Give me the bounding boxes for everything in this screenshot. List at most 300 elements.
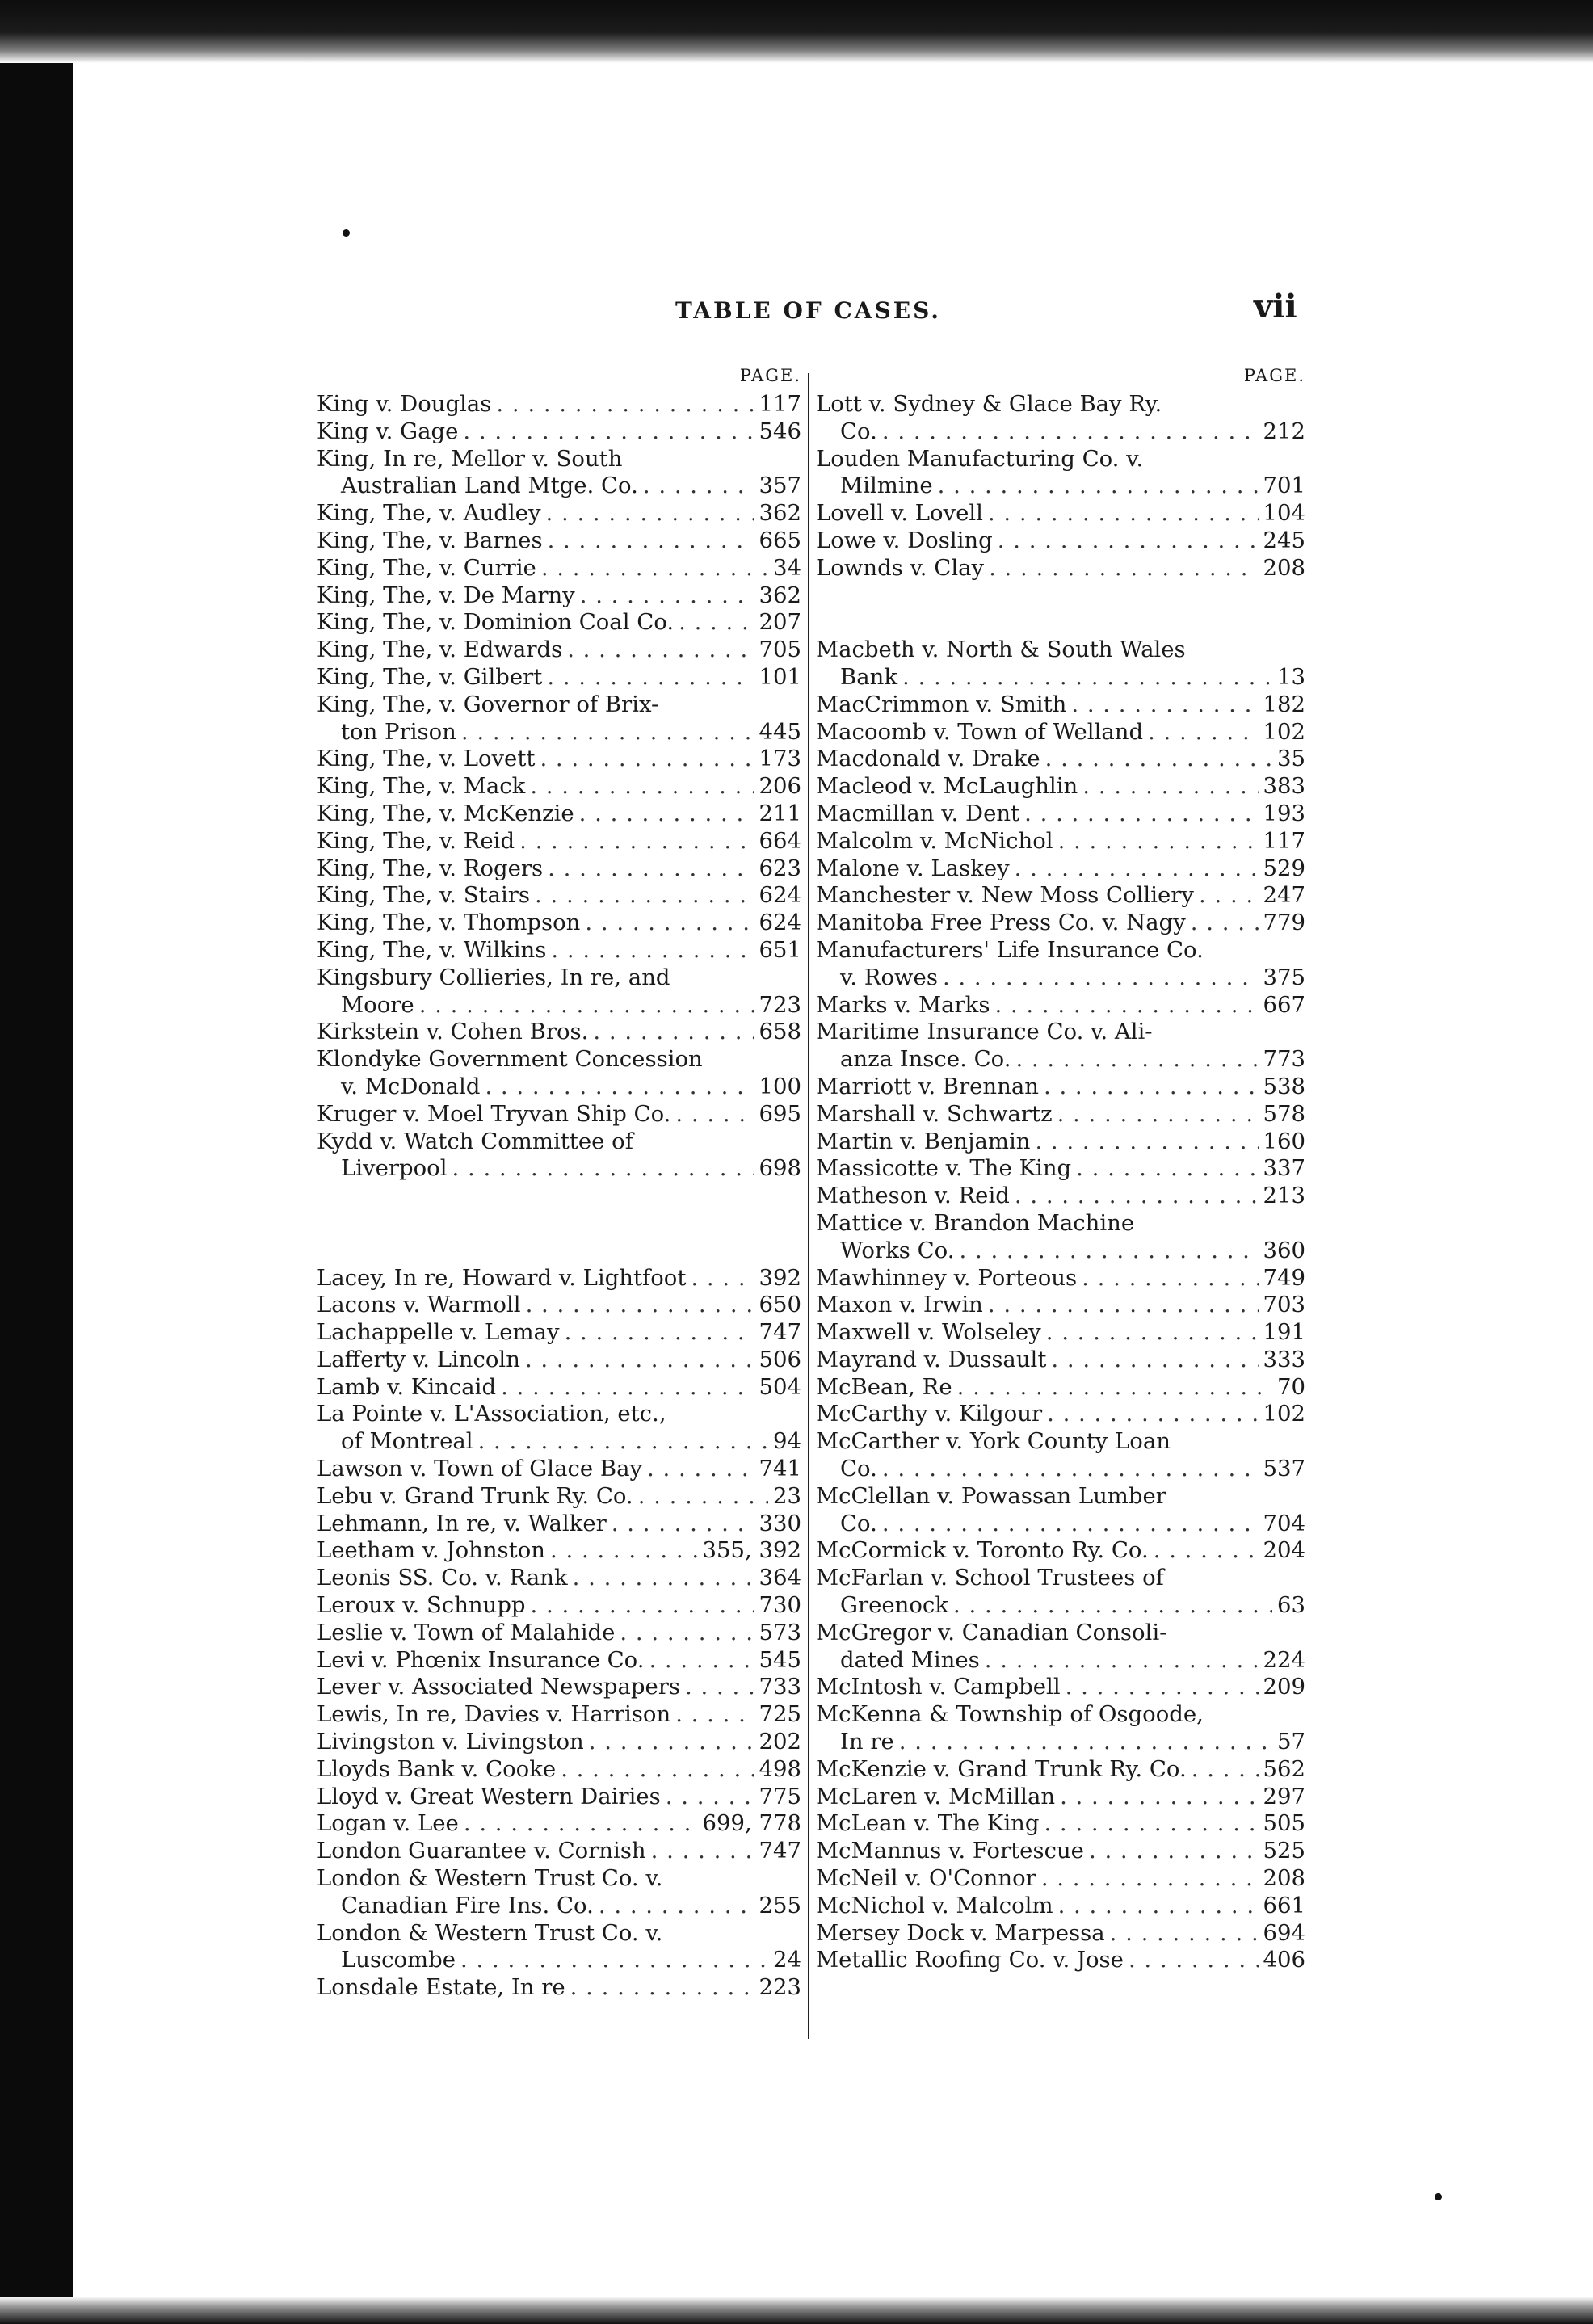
case-name: Malcolm v. McNichol <box>816 827 1053 854</box>
scan-border-left <box>0 0 73 2324</box>
case-name: Manitoba Free Press Co. v. Nagy <box>816 910 1186 936</box>
case-entry <box>317 1701 801 1729</box>
case-name: Manufacturers' Life Insurance Co. <box>816 936 1204 963</box>
case-page-number: 357 <box>759 473 801 499</box>
dot-leader <box>1045 746 1272 773</box>
dot-leader <box>501 1374 754 1402</box>
case-name: Kingsbury Collieries, In re, and <box>317 964 670 990</box>
case-entry <box>317 1265 801 1292</box>
case-entry <box>317 1620 801 1647</box>
dot-leader <box>1024 801 1258 828</box>
case-page-number: 117 <box>759 391 801 417</box>
case-page-number: 651 <box>759 936 801 963</box>
case-page-number: 13 <box>1277 663 1305 690</box>
dot-leader <box>573 1565 754 1592</box>
case-entry <box>816 937 1305 992</box>
case-entry <box>317 1592 801 1620</box>
case-page-number: 650 <box>759 1292 801 1318</box>
case-name: McFarlan v. School Trustees of <box>816 1565 1164 1591</box>
case-page-number: 705 <box>759 637 801 663</box>
case-page-number: 704 <box>1263 1510 1305 1536</box>
case-name: Co. <box>840 1510 877 1536</box>
case-page-number: 667 <box>1263 991 1305 1018</box>
case-name: King, The, v. Thompson <box>317 910 581 936</box>
case-page-number: 773 <box>1263 1046 1305 1073</box>
case-name: King, The, v. Barnes <box>317 527 543 553</box>
case-entry <box>816 882 1305 910</box>
case-page-number: 506 <box>759 1346 801 1372</box>
running-title: TABLE OF CASES. <box>675 297 942 324</box>
case-entry <box>816 691 1305 719</box>
case-name: Maxwell v. Wolseley <box>816 1319 1041 1346</box>
dot-leader <box>899 1729 1272 1756</box>
case-page-number: 104 <box>1263 500 1305 527</box>
dot-leader <box>485 1074 754 1101</box>
case-entry <box>816 1565 1305 1620</box>
case-page-number: 623 <box>759 855 801 881</box>
case-name: Leroux v. Schnupp <box>317 1592 526 1619</box>
case-name: Macbeth v. North & South Wales <box>816 637 1186 663</box>
case-name: Maxon v. Irwin <box>816 1292 983 1318</box>
dot-leader <box>545 500 754 527</box>
case-entry <box>816 1428 1305 1483</box>
right-column <box>816 360 1305 1974</box>
case-entry <box>816 855 1305 883</box>
case-name: Lott v. Sydney & Glace Bay Ry. <box>816 391 1162 417</box>
case-entry <box>816 1838 1305 1865</box>
case-name: Lonsdale Estate, In re <box>317 1974 565 2001</box>
case-entry <box>317 1865 801 1920</box>
case-entry <box>317 418 801 446</box>
case-name: King, The, v. Reid <box>317 827 515 854</box>
case-name: McNichol v. Malcolm <box>816 1892 1053 1918</box>
case-entry <box>816 1784 1305 1811</box>
dot-leader <box>550 1537 698 1565</box>
dot-leader <box>551 937 754 964</box>
case-page-number: 505 <box>1263 1810 1305 1837</box>
case-page-number: 698 <box>759 1155 801 1182</box>
case-entry <box>317 746 801 773</box>
dot-leader <box>585 910 754 937</box>
dot-leader <box>460 1947 768 1974</box>
case-entry <box>317 1565 801 1592</box>
case-entry <box>816 1128 1305 1156</box>
case-page-number: 206 <box>759 773 801 800</box>
case-entry <box>816 1537 1305 1565</box>
dot-leader <box>649 1647 754 1675</box>
case-page-number: 661 <box>1263 1892 1305 1918</box>
dot-leader <box>691 1265 754 1292</box>
entry-list <box>317 391 801 2002</box>
case-page-number: 562 <box>1263 1755 1305 1782</box>
case-page-number: 545 <box>759 1646 801 1673</box>
case-name: Luscombe <box>341 1947 456 1973</box>
dot-leader <box>1057 1101 1259 1128</box>
dot-leader <box>519 828 754 855</box>
case-page-number: 779 <box>1263 910 1305 936</box>
dot-leader <box>882 1456 1259 1483</box>
case-entry <box>317 1401 801 1456</box>
case-entry <box>816 1756 1305 1784</box>
page-label: PAGE. <box>739 366 801 385</box>
dot-leader <box>959 1238 1258 1265</box>
case-name: McMannus v. Fortescue <box>816 1838 1084 1864</box>
dot-leader <box>579 801 754 828</box>
dot-leader <box>464 1810 698 1838</box>
case-name: McKenzie v. Grand Trunk Ry. Co. <box>816 1755 1187 1782</box>
case-page-number: 537 <box>1263 1456 1305 1482</box>
dot-leader <box>1046 1319 1259 1347</box>
case-entry <box>816 1101 1305 1128</box>
case-name: Lewis, In re, Davies v. Harrison <box>317 1701 671 1728</box>
case-name: King, The, v. De Marny <box>317 582 575 608</box>
case-entry <box>317 882 801 910</box>
case-entry <box>317 1920 801 1975</box>
case-name: McCarthy v. Kilgour <box>816 1401 1043 1427</box>
case-entry <box>816 1019 1305 1074</box>
case-name: Kydd v. Watch Committee of <box>317 1128 633 1154</box>
case-page-number: 224 <box>1263 1646 1305 1673</box>
dot-leader <box>525 1347 754 1374</box>
case-name: Lehmann, In re, v. Walker <box>317 1510 607 1536</box>
case-name: Marshall v. Schwartz <box>816 1100 1053 1127</box>
case-page-number: 23 <box>773 1482 801 1509</box>
case-name: Co. <box>840 1456 877 1482</box>
case-entry <box>317 855 801 883</box>
dot-leader <box>647 1456 754 1483</box>
case-page-number: 355, 392 <box>702 1537 801 1564</box>
dot-leader <box>938 473 1259 500</box>
case-name: Greenock <box>840 1592 948 1619</box>
case-page-number: 330 <box>759 1510 801 1536</box>
case-entry <box>816 1292 1305 1319</box>
dot-leader <box>535 882 754 910</box>
case-name: Lowe v. Dosling <box>816 527 993 553</box>
case-page-number: 24 <box>773 1947 801 1973</box>
dot-leader <box>593 1019 754 1046</box>
case-page-number: 70 <box>1277 1373 1305 1400</box>
column-divider <box>808 373 809 2039</box>
case-entry <box>816 1347 1305 1374</box>
case-entry <box>816 773 1305 801</box>
case-page-number: 333 <box>1263 1346 1305 1372</box>
case-name: In re <box>840 1729 894 1755</box>
case-entry <box>317 773 801 801</box>
case-entry <box>317 637 801 664</box>
case-name: Lovell v. Lovell <box>816 500 983 527</box>
case-name: King, In re, Mellor v. South <box>317 445 623 472</box>
dot-leader <box>679 609 754 637</box>
dot-leader <box>540 746 754 773</box>
case-page-number: 34 <box>773 554 801 581</box>
case-entry <box>816 992 1305 1019</box>
case-name: Mawhinney v. Porteous <box>816 1264 1078 1291</box>
dot-leader <box>994 992 1258 1019</box>
case-page-number: 94 <box>773 1428 801 1455</box>
case-page-number: 749 <box>1263 1264 1305 1291</box>
case-name: McIntosh v. Campbell <box>816 1674 1061 1700</box>
dot-leader <box>882 418 1259 446</box>
case-entry <box>317 691 801 746</box>
case-name: Macleod v. McLaughlin <box>816 773 1078 800</box>
case-name: Lacey, In re, Howard v. Lightfoot <box>317 1264 687 1291</box>
dot-leader <box>1044 1810 1258 1838</box>
case-page-number: 624 <box>759 910 801 936</box>
case-name: Kirkstein v. Cohen Bros. <box>317 1019 589 1045</box>
case-name: Manchester v. New Moss Colliery <box>816 882 1194 909</box>
case-page-number: 392 <box>759 1264 801 1291</box>
case-name: McLaren v. McMillan <box>816 1783 1056 1809</box>
case-page-number: 160 <box>1263 1128 1305 1154</box>
case-entry <box>816 1920 1305 1948</box>
dot-leader <box>675 1701 754 1729</box>
case-page-number: 245 <box>1263 527 1305 553</box>
case-name: Levi v. Phœnix Insurance Co. <box>317 1646 645 1673</box>
case-name: Canadian Fire Ins. Co. <box>341 1892 594 1918</box>
case-entry <box>317 1101 801 1128</box>
case-entry <box>317 1319 801 1347</box>
case-page-number: 364 <box>759 1565 801 1591</box>
case-page-number: 207 <box>759 609 801 636</box>
case-name: MacCrimmon v. Smith <box>816 691 1067 717</box>
dot-leader <box>548 855 754 883</box>
dot-leader <box>548 527 754 555</box>
case-name: Matheson v. Reid <box>816 1183 1010 1209</box>
case-page-number: 63 <box>1277 1592 1305 1619</box>
case-entry <box>816 1374 1305 1402</box>
dot-leader <box>1060 1784 1258 1811</box>
case-entry <box>317 910 801 937</box>
dot-leader <box>643 473 754 500</box>
case-name: King, The, v. Audley <box>317 500 541 527</box>
case-entry <box>816 828 1305 855</box>
case-entry <box>816 1265 1305 1292</box>
dot-leader <box>943 964 1259 992</box>
case-entry <box>816 500 1305 527</box>
case-page-number: 624 <box>759 882 801 909</box>
dot-leader <box>530 773 754 801</box>
case-name: King, The, v. Lovett <box>317 746 536 772</box>
case-name: King, The, v. Currie <box>317 554 536 581</box>
case-page-number: 208 <box>1263 554 1305 581</box>
case-name: Marks v. Marks <box>816 991 990 1018</box>
dot-leader <box>1191 910 1259 937</box>
case-page-number: 182 <box>1263 691 1305 717</box>
left-column <box>317 360 801 2002</box>
case-entry <box>816 719 1305 746</box>
case-entry <box>816 801 1305 828</box>
case-name: Lamb v. Kincaid <box>317 1373 497 1400</box>
dot-leader <box>1129 1947 1259 1974</box>
case-entry <box>317 582 801 610</box>
dot-leader <box>1058 828 1259 855</box>
case-page-number: 498 <box>759 1755 801 1782</box>
dot-leader <box>1058 1893 1259 1920</box>
case-entry <box>317 1483 801 1511</box>
case-entry <box>816 1401 1305 1428</box>
case-name: Australian Land Mtge. Co. <box>341 473 638 499</box>
case-name: Works Co. <box>840 1237 955 1263</box>
dot-leader <box>1082 773 1258 801</box>
case-name: Livingston v. Livingston <box>317 1729 584 1755</box>
case-name: Lownds v. Clay <box>816 554 985 581</box>
case-name: McBean, Re <box>816 1373 952 1400</box>
case-name: London & Western Trust Co. v. <box>317 1919 663 1946</box>
case-entry <box>317 500 801 527</box>
dot-leader <box>1041 1865 1259 1893</box>
case-name: anza Insce. Co. <box>840 1046 1011 1073</box>
case-name: dated Mines <box>840 1646 980 1673</box>
case-page-number: 747 <box>759 1838 801 1864</box>
case-page-number: 578 <box>1263 1100 1305 1127</box>
page-label: PAGE. <box>1243 366 1305 385</box>
dot-leader <box>589 1729 754 1756</box>
dot-leader <box>1154 1537 1259 1565</box>
dot-leader <box>1148 719 1258 746</box>
case-page-number: 102 <box>1263 718 1305 745</box>
scan-border-top <box>0 0 1593 63</box>
case-name: Bank <box>840 663 897 690</box>
section-gap <box>816 582 1305 637</box>
case-name: King v. Douglas <box>317 391 492 417</box>
dot-leader <box>612 1511 754 1538</box>
case-entry <box>816 1893 1305 1920</box>
dot-leader <box>638 1483 768 1511</box>
case-name: Kruger v. Moel Tryvan Ship Co. <box>317 1100 671 1127</box>
dot-leader <box>902 664 1272 691</box>
case-name: Logan v. Lee <box>317 1810 459 1837</box>
case-entry <box>816 1483 1305 1538</box>
case-page-number: 208 <box>1263 1865 1305 1892</box>
case-name: McKenna & Township of Osgoode, <box>816 1701 1204 1728</box>
case-page-number: 101 <box>759 663 801 690</box>
dot-leader <box>1199 882 1259 910</box>
dot-leader <box>561 1756 754 1784</box>
case-entry <box>317 1729 801 1756</box>
case-entry <box>317 964 801 1019</box>
case-page-number: 730 <box>759 1592 801 1619</box>
case-name: King, The, v. Wilkins <box>317 936 547 963</box>
case-name: Lawson v. Town of Glace Bay <box>317 1456 643 1482</box>
dot-leader <box>599 1893 754 1920</box>
dot-leader <box>957 1374 1272 1402</box>
case-entry <box>317 1756 801 1784</box>
dot-leader <box>1051 1347 1258 1374</box>
case-page-number: 504 <box>759 1373 801 1400</box>
case-page-number: 255 <box>759 1892 801 1918</box>
case-entry <box>317 446 801 501</box>
case-name: Lacons v. Warmoll <box>317 1292 521 1318</box>
case-name: McNeil v. O'Connor <box>816 1865 1036 1892</box>
case-page-number: 703 <box>1263 1292 1305 1318</box>
case-name: King, The, v. Gilbert <box>317 663 543 690</box>
case-name: Co. <box>840 418 877 444</box>
case-name: King, The, v. Rogers <box>317 855 544 881</box>
case-name: McClellan v. Powassan Lumber <box>816 1482 1166 1509</box>
case-page-number: 406 <box>1263 1947 1305 1973</box>
case-page-number: 247 <box>1263 882 1305 909</box>
case-name: McCormick v. Toronto Ry. Co. <box>816 1537 1149 1564</box>
case-page-number: 733 <box>759 1674 801 1700</box>
case-entry <box>317 1537 801 1565</box>
case-page-number: 775 <box>759 1783 801 1809</box>
case-name: Milmine <box>840 473 933 499</box>
case-page-number: 701 <box>1263 473 1305 499</box>
case-entry <box>317 1347 801 1374</box>
case-name: Leetham v. Johnston <box>317 1537 545 1564</box>
dot-leader <box>882 1511 1259 1538</box>
case-page-number: 191 <box>1263 1319 1305 1346</box>
dot-leader <box>685 1674 754 1701</box>
case-page-number: 538 <box>1263 1073 1305 1099</box>
case-name: Mersey Dock v. Marpessa <box>816 1919 1105 1946</box>
scan-speck <box>1435 2193 1442 2200</box>
scan-speck <box>343 229 350 237</box>
dot-leader <box>1089 1838 1259 1865</box>
case-name: Leslie v. Town of Malahide <box>317 1619 616 1645</box>
section-gap <box>317 1183 801 1264</box>
case-page-number: 383 <box>1263 773 1305 800</box>
case-name: King v. Gage <box>317 418 459 444</box>
dot-leader <box>570 1974 754 2002</box>
case-name: ton Prison <box>341 718 456 745</box>
case-name: Leonis SS. Co. v. Rank <box>317 1565 568 1591</box>
case-entry <box>816 1074 1305 1101</box>
dot-leader <box>419 992 754 1019</box>
case-name: Malone v. Laskey <box>816 855 1010 881</box>
case-page-number: 573 <box>759 1619 801 1645</box>
case-name: Mattice v. Brandon Machine <box>816 1209 1135 1236</box>
dot-leader <box>988 500 1259 527</box>
case-page-number: 202 <box>759 1729 801 1755</box>
case-page-number: 362 <box>759 500 801 527</box>
case-page-number: 193 <box>1263 800 1305 826</box>
case-entry <box>816 1620 1305 1675</box>
dot-leader <box>541 555 768 582</box>
page-number: vii <box>1254 288 1297 326</box>
case-page-number: 694 <box>1263 1919 1305 1946</box>
dot-leader <box>526 1292 754 1319</box>
dot-leader <box>651 1838 754 1865</box>
case-entry <box>317 555 801 582</box>
case-page-number: 204 <box>1263 1537 1305 1564</box>
case-entry <box>816 527 1305 555</box>
case-page-number: 695 <box>759 1100 801 1127</box>
dot-leader <box>1192 1756 1259 1784</box>
case-entry <box>317 801 801 828</box>
case-page-number: 117 <box>1263 827 1305 854</box>
dot-leader <box>1044 1074 1259 1101</box>
case-name: La Pointe v. L'Association, etc., <box>317 1401 666 1427</box>
case-entry <box>317 664 801 691</box>
dot-leader <box>580 582 754 610</box>
dot-leader <box>547 664 754 691</box>
dot-leader <box>567 637 754 664</box>
case-name: Lachappelle v. Lemay <box>317 1319 560 1346</box>
case-name: Lafferty v. Lincoln <box>317 1346 520 1372</box>
case-name: Moore <box>341 991 414 1018</box>
case-entry <box>317 391 801 418</box>
case-page-number: 362 <box>759 582 801 608</box>
case-page-number: 223 <box>759 1974 801 2001</box>
case-page-number: 297 <box>1263 1783 1305 1809</box>
case-page-number: 723 <box>759 991 801 1018</box>
case-page-number: 209 <box>1263 1674 1305 1700</box>
dot-leader <box>478 1428 768 1456</box>
case-page-number: 337 <box>1263 1155 1305 1182</box>
case-entry <box>816 637 1305 691</box>
case-name: v. McDonald <box>341 1073 481 1099</box>
